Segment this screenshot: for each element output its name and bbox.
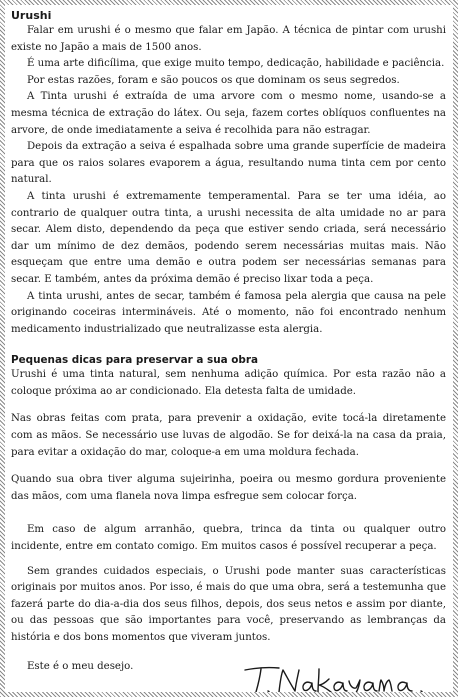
tip-paragraph-1: Urushi é uma tinta natural, sem nenhuma adição química. Por esta razão não a coloque próxima ao ar condicionado. Ela detesta falta de umidade. [11,369,446,397]
tips-title: Pequenas dicas para preservar a sua obra [11,354,258,367]
handwritten-signature [241,661,431,692]
intro-paragraph-5: Depois da extração a seiva é espalhada sobre uma grande superfície de madeira para que os raios solares evaporem a água, resultando numa tinta cem por cento natural. [11,141,446,186]
intro-paragraph-6: A tinta urushi é extremamente temperamental. Para se ter uma idéia, ao contrario de qualquer outra tinta, a urushi necessita de alta umidade no ar para secar. Alem disto, dependendo da peça que estiver sendo criada, será necessário dar um mínimo de dez demãos, podendo serem necessárias muitas mais. Não esqueçam que entre uma demão e outra podem ser necessárias semanas para secar. E também, antes da próxima demão é preciso lixar toda a peça. [11,190,446,285]
document-body [5,5,453,692]
intro-paragraph-1: Falar em urushi é o mesmo que falar em Japão. A técnica de pintar com urushi existe no Japão a mais de 1500 anos. [11,25,446,53]
tip-paragraph-3: Quando sua obra tiver alguma sujeirinha, poeira ou mesmo gordura proveniente das mãos, com uma flanela nova limpa esfregue sem colocar força. [11,474,446,502]
intro-paragraph-2: É uma arte dificílima, que exige muito tempo, dedicação, habilidade e paciência. [27,58,445,70]
closing-row [11,659,446,692]
tip-paragraph-4: Em caso de algum arranhão, quebra, trinca da tinta ou qualquer outro incidente, entre em contato comigo. Em muitos casos é possível recuperar a peça. [11,524,446,553]
intro-paragraph-3: Por estas razões, foram e são poucos os que dominam os seus segredos. [27,74,400,86]
tip-paragraph-2: Nas obras feitas com prata, para prevenir a oxidação, evite tocá-la diretamente com as mãos. Se necessário use luvas de algodão. Se for deixá-la na casa da praia, para evitar a oxidação do mar, coloque-a em uma moldura fechada. [11,413,446,458]
document-title: Urushi [11,9,52,22]
tip-paragraph-5: Sem grandes cuidados especiais, o Urushi pode manter suas características originais por muitos anos. Por isso, é mais do que uma obra, será a testemunha que fazerá parte do dia-a-dia dos seus filhos, depois, dos seus netos e assim por diante, ou das pessoas que são importantes para você, preservando as lembranças da história e dos bons momentos que viveram juntos. [11,565,446,643]
closing-text: Este é o meu desejo. [27,660,134,672]
intro-paragraph-4: A Tinta urushi é extraída de uma arvore com o mesmo nome, usando-se a mesma técnica de extração do látex. Ou seja, fazem cortes oblíquos confluentes na arvore, de onde imediatamente a seiva é recolhida para não estragar. [11,91,446,136]
intro-paragraph-7: A tinta urushi, antes de secar, também é famosa pela alergia que causa na pele originando coceiras intermináveis. Até o momento, não foi encontrado nenhum medicamento industrializado que neutralizasse esta alergia. [11,290,446,335]
